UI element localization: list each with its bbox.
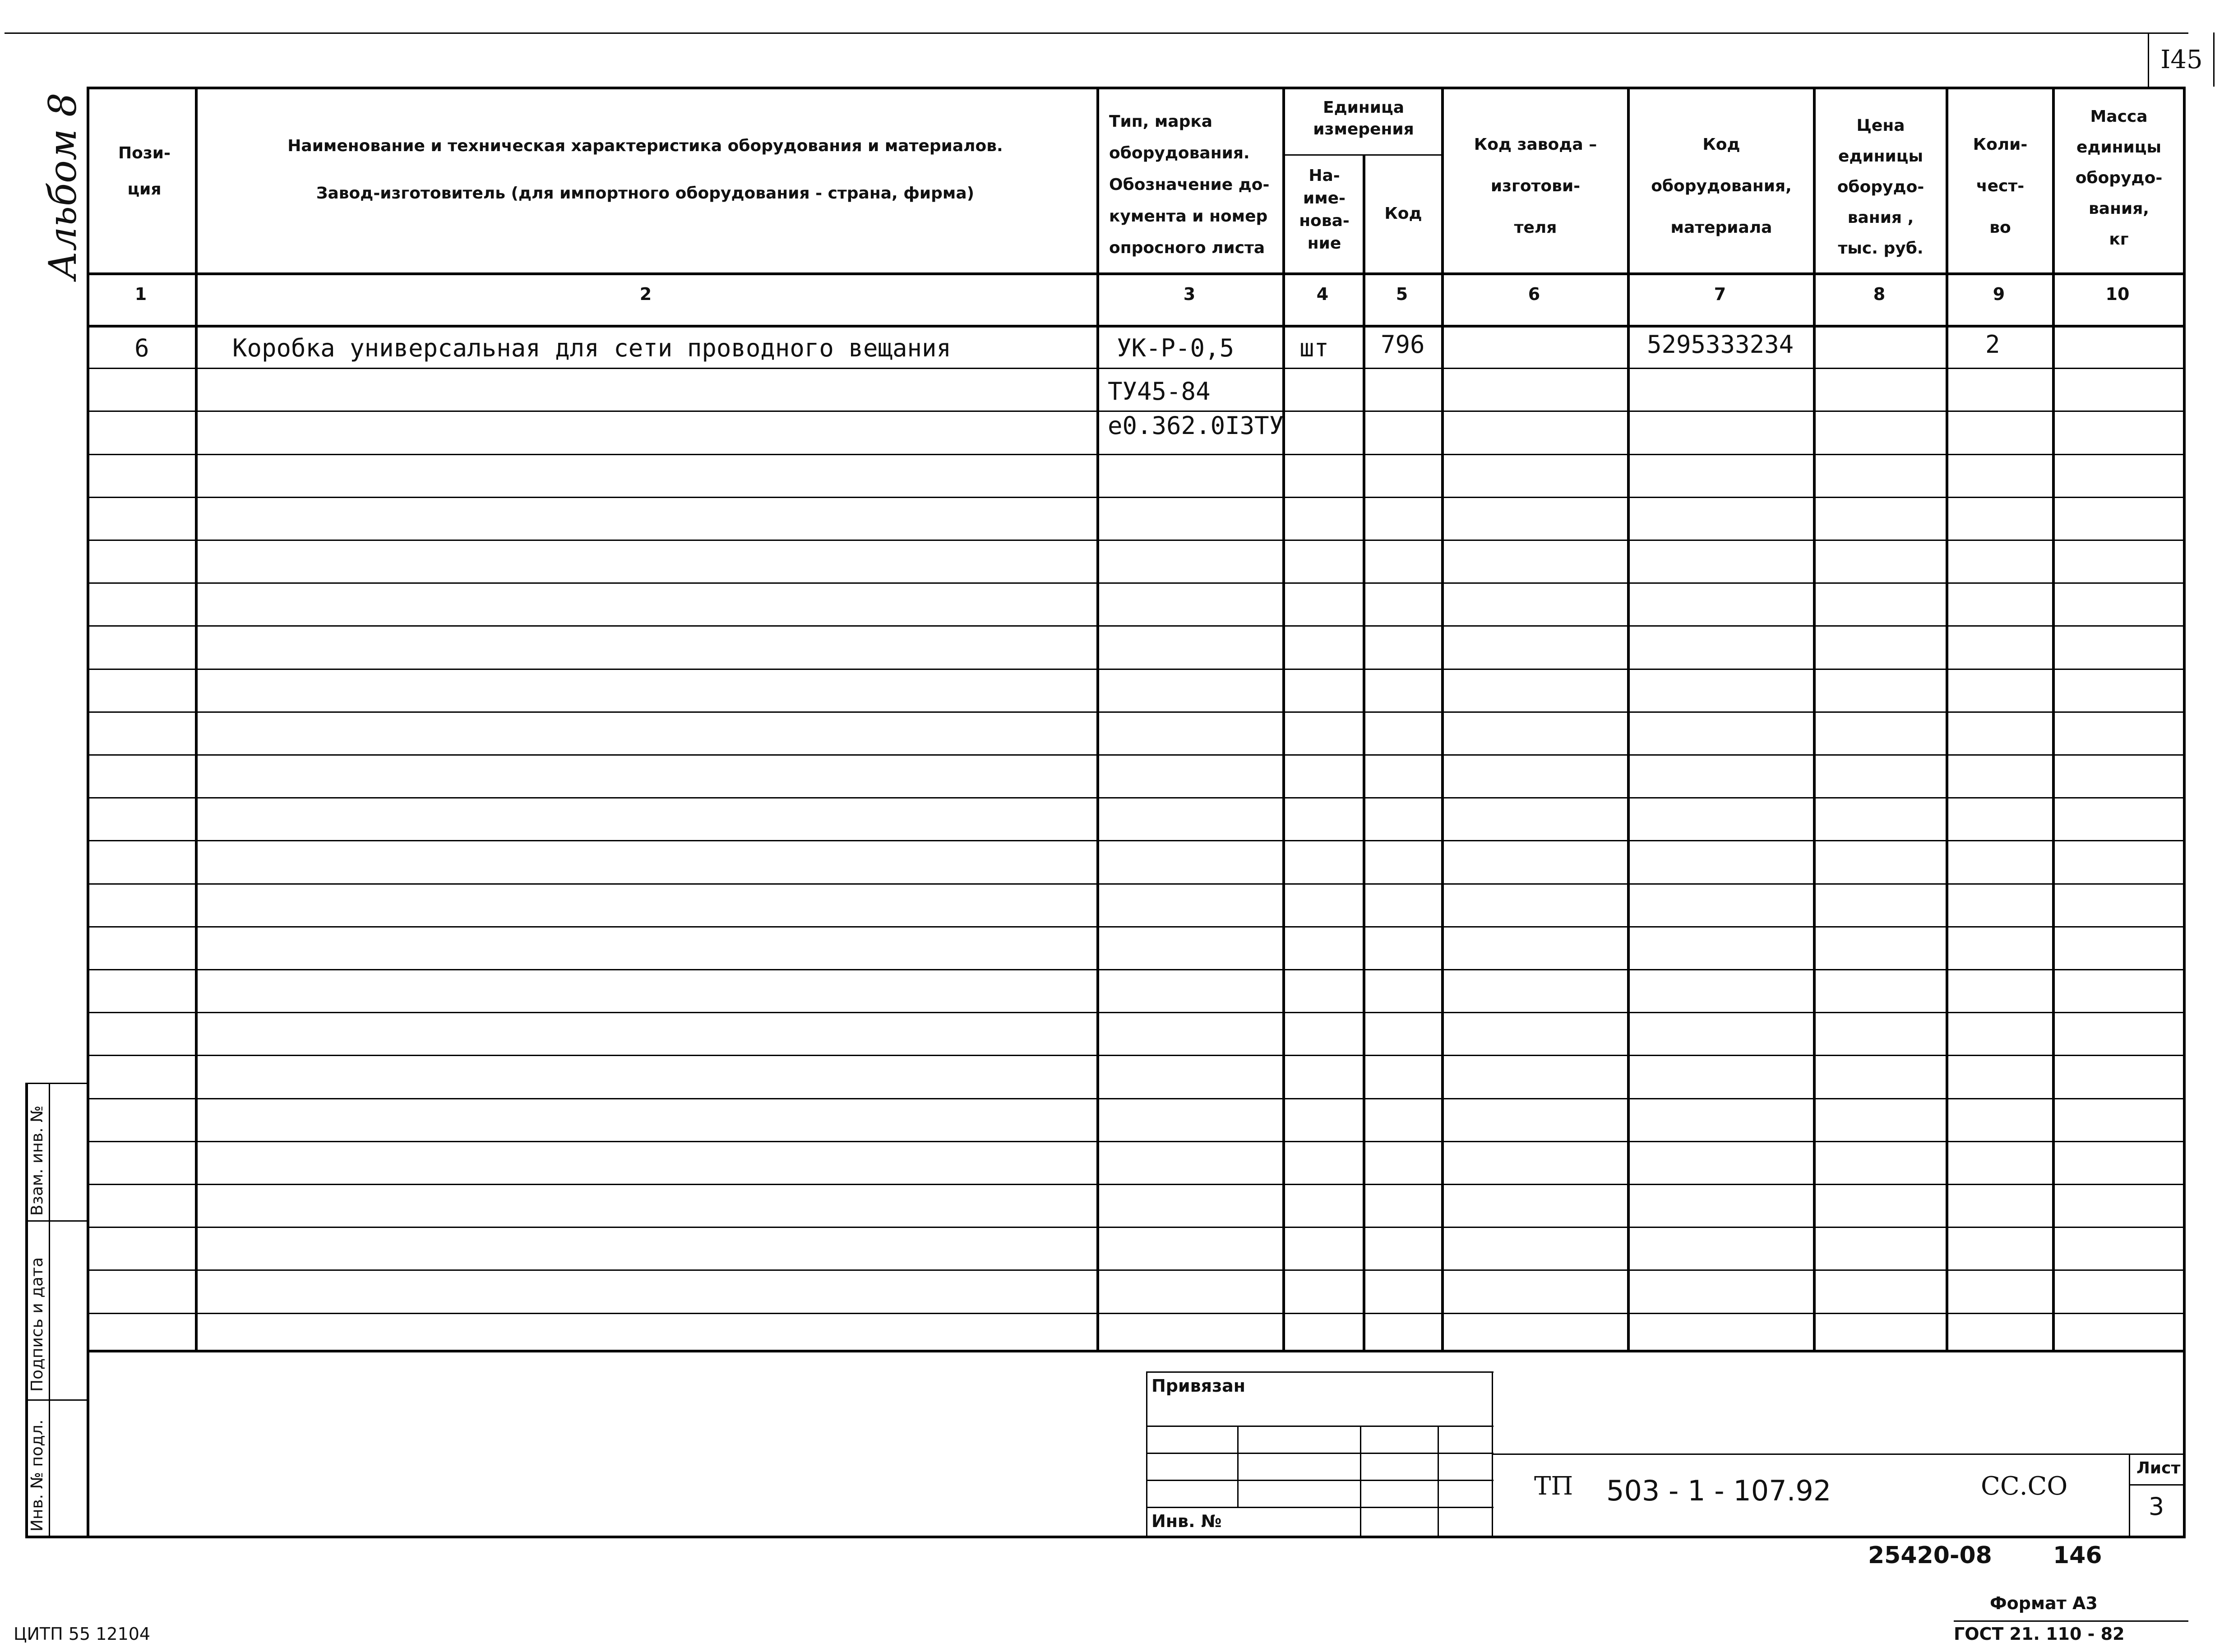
table-top-border (87, 87, 2186, 89)
archive-number: 25420-08 (1868, 1542, 1992, 1569)
row-line (87, 1098, 2186, 1099)
row-line (87, 711, 2186, 713)
album-label: Альбом 8 (41, 92, 85, 280)
format-label: Формат А3 (1990, 1593, 2098, 1613)
sheet-cell-split (2129, 1484, 2184, 1486)
table-left-border (87, 87, 89, 1538)
row-qty: 2 (1985, 330, 2000, 359)
footer-line (1954, 1620, 2188, 1622)
gost-label: ГОСТ 21. 110 - 82 (1954, 1624, 2125, 1644)
row-line (87, 497, 2186, 498)
inv-no-label: Инв. № (1151, 1511, 1222, 1531)
privyazan-top (1146, 1371, 1494, 1373)
header-bottom-line (87, 272, 2186, 275)
table-right-border (2183, 87, 2186, 1538)
side-stamp-div1 (25, 1220, 88, 1222)
row-line (87, 454, 2186, 455)
header-col6: Код завода – изготови- теля (1474, 135, 1597, 237)
page-number: 146 (2053, 1542, 2102, 1569)
row-line (87, 1184, 2186, 1185)
row-line (87, 582, 2186, 584)
side-stamp-inv-podl: Инв. № подл. (28, 1419, 46, 1532)
colnum-6: 6 (1528, 284, 1540, 304)
privyazan-row4 (1146, 1507, 1494, 1508)
header-col9: Коли- чест- во (1973, 135, 2028, 237)
col-line-5 (1441, 87, 1444, 1352)
colnum-7: 7 (1714, 284, 1726, 304)
header-col10: Масса единицы оборудо- вания, кг (2075, 107, 2163, 249)
header-col1: Пози- ция (118, 144, 171, 198)
row-position: 6 (134, 334, 149, 362)
col-line-2 (1096, 87, 1099, 1352)
row-line (87, 1227, 2186, 1228)
colnum-5: 5 (1396, 284, 1408, 304)
sheet-box-right (2213, 32, 2215, 87)
privyazan-row1 (1146, 1426, 1494, 1427)
row-line (87, 1313, 2186, 1314)
privyazan-row3 (1146, 1480, 1494, 1481)
side-stamp-mid (49, 1083, 50, 1538)
row-line (87, 926, 2186, 928)
col-line-3 (1282, 87, 1285, 1352)
privyazan-col2 (1360, 1426, 1361, 1537)
colnum-3: 3 (1183, 284, 1196, 304)
header-col3: Тип, марка оборудования. Обозначение до- кумента и номер опросного листа (1109, 112, 1270, 257)
row-line (87, 1141, 2186, 1142)
table-bottom-border (87, 1536, 2186, 1538)
side-stamp-bottom (25, 1536, 88, 1538)
privyazan-label: Привязан (1151, 1376, 1246, 1396)
row-line (87, 969, 2186, 970)
privyazan-left (1146, 1371, 1147, 1537)
row-type: е0.362.0I3ТУ (1108, 411, 1284, 440)
sheet-value: 3 (2148, 1492, 2164, 1521)
privyazan-row2 (1146, 1453, 1494, 1454)
side-stamp-vzam: Взам. инв. № (28, 1105, 46, 1216)
colnum-4: 4 (1316, 284, 1329, 304)
doc-suffix: СС.СО (1981, 1472, 2068, 1501)
header-col8: Цена единицы оборудо- вания , тыс. руб. (1837, 116, 1924, 258)
doc-code: 503 - 1 - 107.92 (1606, 1474, 1831, 1507)
row-line (87, 797, 2186, 798)
row-unit: шт (1299, 334, 1329, 362)
row-line (87, 1269, 2186, 1271)
sheet-box-left (2148, 32, 2149, 87)
side-stamp-top (25, 1083, 88, 1084)
citp-label: ЦИТП 55 12104 (14, 1624, 151, 1644)
col-line-8 (1946, 87, 1948, 1352)
row-type: УК-Р-0,5 (1117, 334, 1235, 362)
doc-prefix: ТП (1534, 1472, 1573, 1501)
header-col4: На- име- нова- ние (1299, 166, 1350, 253)
colnum-8: 8 (1873, 284, 1886, 304)
row-line (87, 1055, 2186, 1056)
colnum-10: 10 (2105, 284, 2130, 304)
colnum-2: 2 (639, 284, 652, 304)
body-bottom-line (87, 1350, 2186, 1352)
colnum-1: 1 (134, 284, 147, 304)
row-line (87, 754, 2186, 756)
header-col5: Код (1384, 204, 1422, 223)
header-col7: Код оборудования, материала (1651, 135, 1792, 237)
col-line-6 (1627, 87, 1630, 1352)
sheet-number: I45 (2160, 45, 2203, 74)
row-unit-code: 796 (1381, 330, 1425, 359)
row-equip-code: 5295333234 (1647, 330, 1794, 359)
header-col2-line1: Наименование и техническая характеристика оборудования и материалов. (287, 137, 1003, 155)
privyazan-col3 (1438, 1426, 1439, 1537)
row-line (87, 669, 2186, 670)
col-line-9 (2052, 87, 2055, 1352)
colnum-bottom-line (87, 325, 2186, 328)
top-border (5, 32, 2188, 34)
row-type: ТУ45-84 (1108, 377, 1211, 406)
privyazan-col1 (1237, 1426, 1239, 1507)
side-stamp-podpis: Подпись и дата (28, 1257, 46, 1392)
doc-code-top (1492, 1454, 2184, 1455)
row-line (87, 1012, 2186, 1013)
row-line (87, 840, 2186, 841)
side-stamp-div2 (25, 1399, 88, 1401)
col-line-7 (1813, 87, 1816, 1352)
col-line-1 (195, 87, 198, 1352)
col-line-4 (1363, 154, 1365, 1352)
header-unit-group: Единица измерения (1313, 98, 1414, 138)
row-line (87, 540, 2186, 541)
sheet-label: Лист (2136, 1459, 2181, 1477)
row-name: Коробка универсальная для сети проводного вещания (232, 334, 952, 362)
row-line (87, 368, 2186, 369)
colnum-9: 9 (1993, 284, 2005, 304)
row-line (87, 883, 2186, 885)
header-col2-line2: Завод-изготовитель (для импортного оборудования - страна, фирма) (316, 184, 975, 203)
row-line (87, 625, 2186, 627)
